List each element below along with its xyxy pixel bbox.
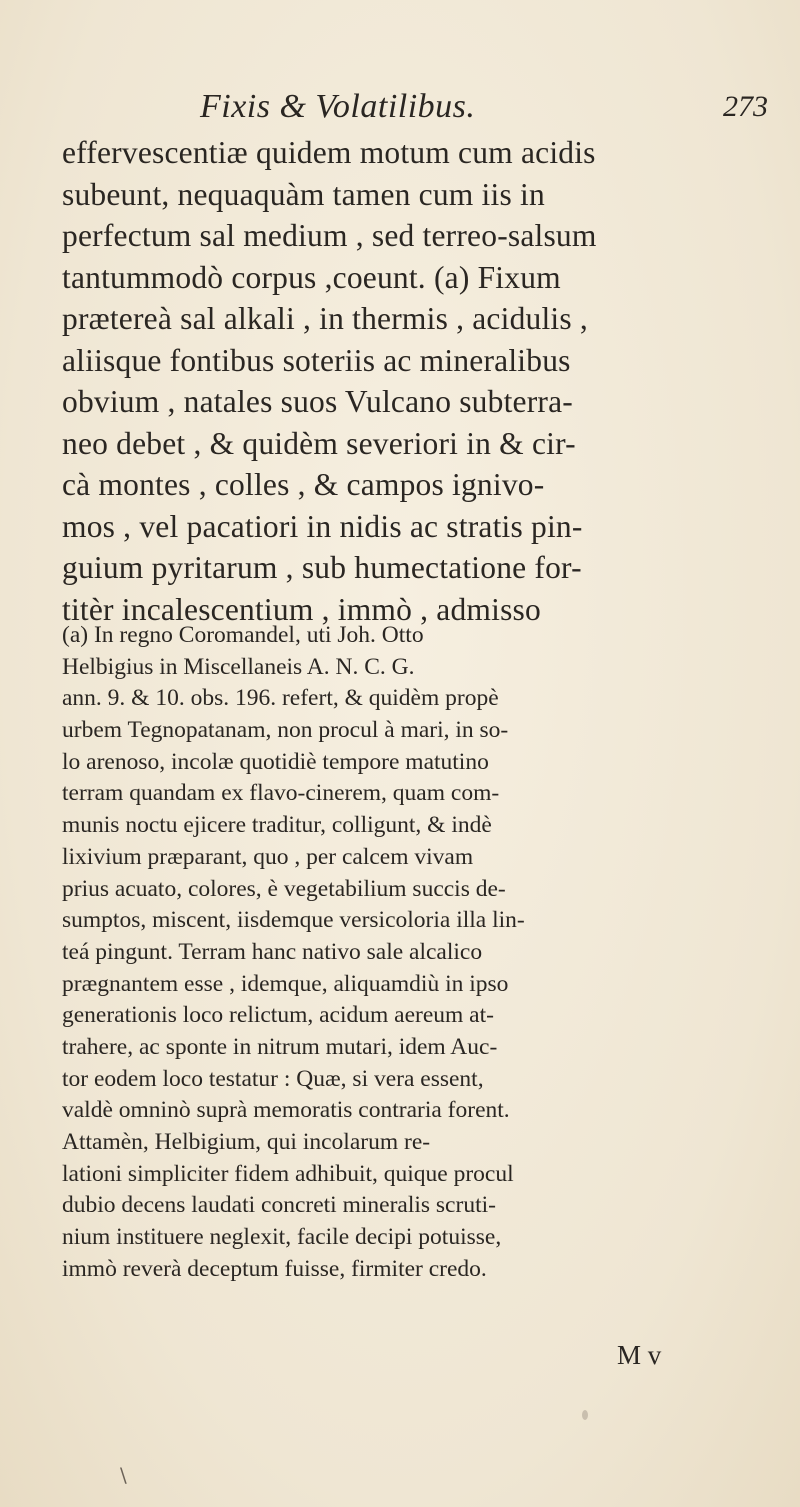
text-line: perfectum sal medium , sed terreo-salsum [62, 218, 597, 253]
text-line: tantummodò corpus ,coeunt. (a) Fixum [62, 259, 561, 295]
main-text [62, 132, 792, 630]
catchword: M v [617, 1340, 662, 1370]
text-line: prætereà sal alkali , in thermis , acidulis , [62, 301, 588, 336]
footnote-line: dubio decens laudati concreti mineralis scruti- [62, 1192, 496, 1219]
footnote-line: immò reverà deceptum fuisse, firmiter credo. [62, 1255, 487, 1282]
footnote-line: ann. 9. & 10. obs. 196. refert, & quidèm propè [62, 685, 499, 712]
margin-mark: \ [120, 1463, 127, 1487]
footnote-line: lixivium præparant, quo , per calcem vivam [62, 843, 474, 870]
footnote-line: terram quandam ex flavo-cinerem, quam com- [62, 780, 500, 807]
footnote-line: nium instituere neglexit, facile decipi potuisse, [62, 1224, 502, 1251]
footnote [62, 620, 792, 1285]
footnote-line: trahere, ac sponte in nitrum mutari, idem Auc- [62, 1033, 498, 1060]
footnote-line: lationi simpliciter fidem adhibuit, quique procul [62, 1160, 514, 1187]
footnote-line: lo arenoso, incolæ quotidiè tempore matutino [62, 748, 489, 775]
text-line: mos , vel pacatiori in nidis ac stratis pin- [62, 508, 583, 544]
page-number: 273 [723, 90, 768, 123]
text-line: obvium , natales suos Vulcano subterra- [62, 384, 573, 419]
text-line: guium pyritarum , sub humectatione for- [62, 550, 582, 585]
ink-speck [582, 1410, 588, 1420]
text-line: effervescentiæ quidem motum cum acidis [62, 135, 596, 170]
running-title: Fixis & Volatilibus. [200, 88, 476, 125]
text-line: subeunt, nequaquàm tamen cum iis in [62, 176, 545, 212]
footnote-line: prius acuato, colores, è vegetabilium succis de- [62, 875, 506, 902]
footnote-line: teá pingunt. Terram hanc nativo sale alcalico [62, 938, 483, 965]
footnote-line: Attamèn, Helbigium, qui incolarum re- [62, 1129, 431, 1155]
footnote-line: munis noctu ejicere traditur, colligunt, & indè [62, 812, 492, 839]
footnote-line: valdè omninò suprà memoratis contraria forent. [62, 1097, 510, 1124]
text-line: neo debet , & quidèm severiori in & cir- [62, 425, 576, 461]
footnote-line: Helbigius in Miscellaneis A. N. C. G. [62, 653, 415, 680]
page-header [0, 88, 800, 138]
footnote-line: tor eodem loco testatur : Quæ, si vera essent, [62, 1065, 484, 1092]
text-line: aliisque fontibus soteriis ac mineralibus [62, 342, 571, 378]
text-line: titèr incalescentium , immò , admisso [62, 591, 541, 627]
footnote-line: urbem Tegnopatanam, non procul à mari, in so- [62, 717, 509, 744]
text-line: cà montes , colles , & campos ignivo- [62, 467, 545, 502]
footnote-line: generationis loco relictum, acidum aereum at- [62, 1002, 494, 1029]
footnote-line: (a) In regno Coromandel, uti Joh. Otto [62, 622, 424, 648]
footnote-line: prægnantem esse , idemque, aliquamdiù in ipso [62, 970, 509, 997]
footnote-line: sumptos, miscent, iisdemque versicoloria illa lin- [62, 907, 525, 934]
